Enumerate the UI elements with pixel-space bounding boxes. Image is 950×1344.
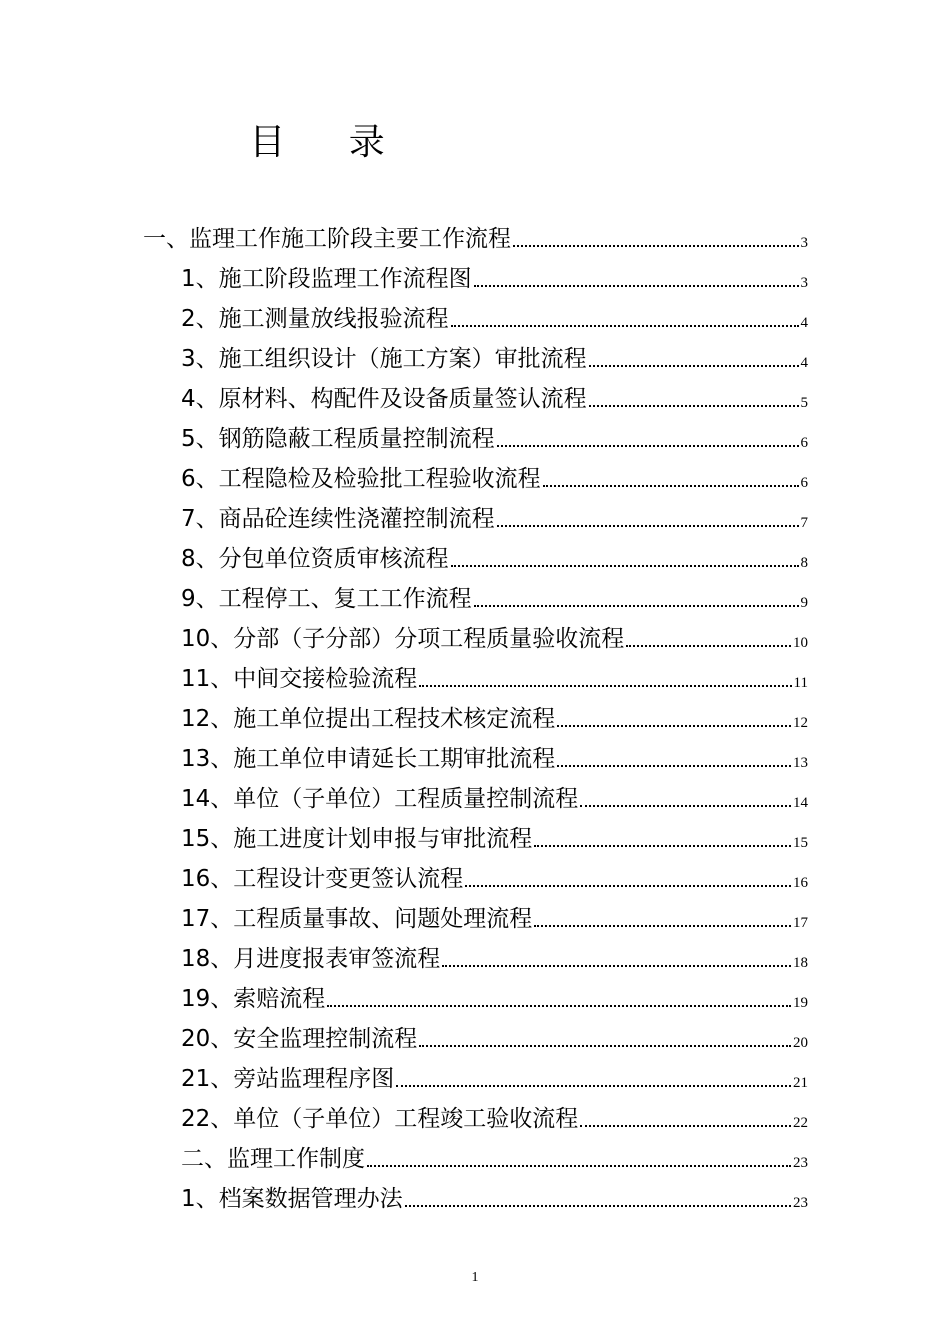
toc-entry[interactable] — [181, 1176, 808, 1216]
toc-entry-label: 一、监理工作施工阶段主要工作流程 — [143, 226, 511, 252]
dot-leader — [580, 805, 791, 807]
toc-entry-label: 20、安全监理控制流程 — [181, 1026, 418, 1052]
toc-entry[interactable] — [181, 376, 808, 416]
toc-entry[interactable] — [181, 656, 808, 696]
dot-leader — [442, 965, 791, 967]
toc-entry-page: 18 — [793, 955, 808, 971]
toc-entry-page: 23 — [793, 1195, 808, 1211]
toc-entry-page: 22 — [793, 1115, 808, 1131]
toc-entry[interactable] — [181, 976, 808, 1016]
toc-entry-label: 2、施工测量放线报验流程 — [181, 306, 449, 332]
toc-entry-page: 20 — [793, 1035, 808, 1051]
toc-entry-label: 7、商品砼连续性浇灌控制流程 — [181, 506, 495, 532]
page-number: 1 — [471, 1270, 479, 1285]
dot-leader — [474, 605, 799, 607]
toc-entry[interactable] — [181, 456, 808, 496]
dot-leader — [557, 765, 791, 767]
toc-entry[interactable] — [181, 1056, 808, 1096]
toc-entry[interactable] — [181, 936, 808, 976]
dot-leader — [451, 325, 799, 327]
toc-entry-label: 21、旁站监理程序图 — [181, 1066, 395, 1092]
toc-entry-page: 6 — [800, 475, 808, 491]
toc-entry[interactable] — [181, 856, 808, 896]
toc-entry-page: 14 — [793, 795, 808, 811]
dot-leader — [396, 1085, 791, 1087]
dot-leader — [327, 1005, 791, 1007]
toc-entry[interactable] — [181, 1016, 808, 1056]
toc-entry-page: 19 — [793, 995, 808, 1011]
toc-entry-label: 12、施工单位提出工程技术核定流程 — [181, 706, 556, 732]
dot-leader — [534, 925, 791, 927]
toc-entry-page: 23 — [793, 1155, 808, 1171]
toc-entry-page: 5 — [800, 395, 808, 411]
toc-entry-page: 3 — [800, 235, 808, 251]
dot-leader — [497, 525, 799, 527]
toc-entry-label: 1、档案数据管理办法 — [181, 1186, 403, 1212]
dot-leader — [419, 685, 791, 687]
dot-leader — [367, 1165, 791, 1167]
toc-entry-page: 3 — [800, 275, 808, 291]
toc-entry-page: 10 — [793, 635, 808, 651]
toc-entry-label: 17、工程质量事故、问题处理流程 — [181, 906, 533, 932]
toc-entry-page: 6 — [800, 435, 808, 451]
dot-leader — [534, 845, 791, 847]
toc-entry-page: 4 — [800, 315, 808, 331]
toc-entry-label: 13、施工单位申请延长工期审批流程 — [181, 746, 556, 772]
dot-leader — [557, 725, 791, 727]
dot-leader — [405, 1205, 791, 1207]
toc-entry[interactable] — [181, 696, 808, 736]
toc-entry[interactable] — [181, 496, 808, 536]
toc-entry-label: 4、原材料、构配件及设备质量签认流程 — [181, 386, 587, 412]
toc-entry-label: 18、月进度报表审签流程 — [181, 946, 441, 972]
toc-entry-label: 14、单位（子单位）工程质量控制流程 — [181, 786, 579, 812]
dot-leader — [474, 285, 799, 287]
toc-entry-label: 10、分部（子分部）分项工程质量验收流程 — [181, 626, 625, 652]
toc-entry[interactable] — [181, 896, 808, 936]
toc-entry-label: 6、工程隐检及检验批工程验收流程 — [181, 466, 541, 492]
dot-leader — [589, 405, 799, 407]
toc-entry[interactable] — [181, 576, 808, 616]
dot-leader — [580, 1125, 791, 1127]
toc-entry-label: 22、单位（子单位）工程竣工验收流程 — [181, 1106, 579, 1132]
toc-entry[interactable] — [143, 216, 808, 256]
toc-entry-page: 12 — [793, 715, 808, 731]
toc-entry-page: 16 — [793, 875, 808, 891]
dot-leader — [626, 645, 791, 647]
toc-entry-label: 19、索赔流程 — [181, 986, 326, 1012]
toc-entry-label: 15、施工进度计划申报与审批流程 — [181, 826, 533, 852]
toc-entry[interactable] — [181, 536, 808, 576]
dot-leader — [543, 485, 799, 487]
toc-entry-page: 7 — [800, 515, 808, 531]
dot-leader — [589, 365, 799, 367]
table-of-contents — [0, 216, 950, 1216]
dot-leader — [513, 245, 799, 247]
toc-entry[interactable] — [181, 336, 808, 376]
toc-entry-page: 13 — [793, 755, 808, 771]
toc-entry[interactable] — [181, 256, 808, 296]
page-title: 目 录 — [249, 122, 411, 163]
toc-entry-page: 9 — [800, 595, 808, 611]
toc-entry-label: 二、监理工作制度 — [181, 1146, 365, 1172]
toc-entry-page: 17 — [793, 915, 808, 931]
toc-entry[interactable] — [181, 736, 808, 776]
toc-entry[interactable] — [181, 296, 808, 336]
dot-leader — [497, 445, 799, 447]
dot-leader — [451, 565, 799, 567]
toc-entry-page: 15 — [793, 835, 808, 851]
toc-entry-page: 11 — [793, 675, 808, 691]
dot-leader — [419, 1045, 791, 1047]
toc-entry[interactable] — [181, 416, 808, 456]
dot-leader — [465, 885, 791, 887]
toc-entry-page: 8 — [800, 555, 808, 571]
toc-entry-label: 11、中间交接检验流程 — [181, 666, 418, 692]
toc-entry-label: 5、钢筋隐蔽工程质量控制流程 — [181, 426, 495, 452]
toc-entry[interactable] — [181, 616, 808, 656]
toc-entry-label: 9、工程停工、复工工作流程 — [181, 586, 472, 612]
toc-entry-label: 1、施工阶段监理工作流程图 — [181, 266, 472, 292]
toc-entry-label: 8、分包单位资质审核流程 — [181, 546, 449, 572]
toc-entry[interactable] — [181, 816, 808, 856]
toc-entry-page: 21 — [793, 1075, 808, 1091]
toc-entry[interactable] — [181, 1136, 808, 1176]
toc-entry[interactable] — [181, 776, 808, 816]
toc-entry-page: 4 — [800, 355, 808, 371]
toc-entry[interactable] — [181, 1096, 808, 1136]
toc-entry-label: 16、工程设计变更签认流程 — [181, 866, 464, 892]
toc-entry-label: 3、施工组织设计（施工方案）审批流程 — [181, 346, 587, 372]
